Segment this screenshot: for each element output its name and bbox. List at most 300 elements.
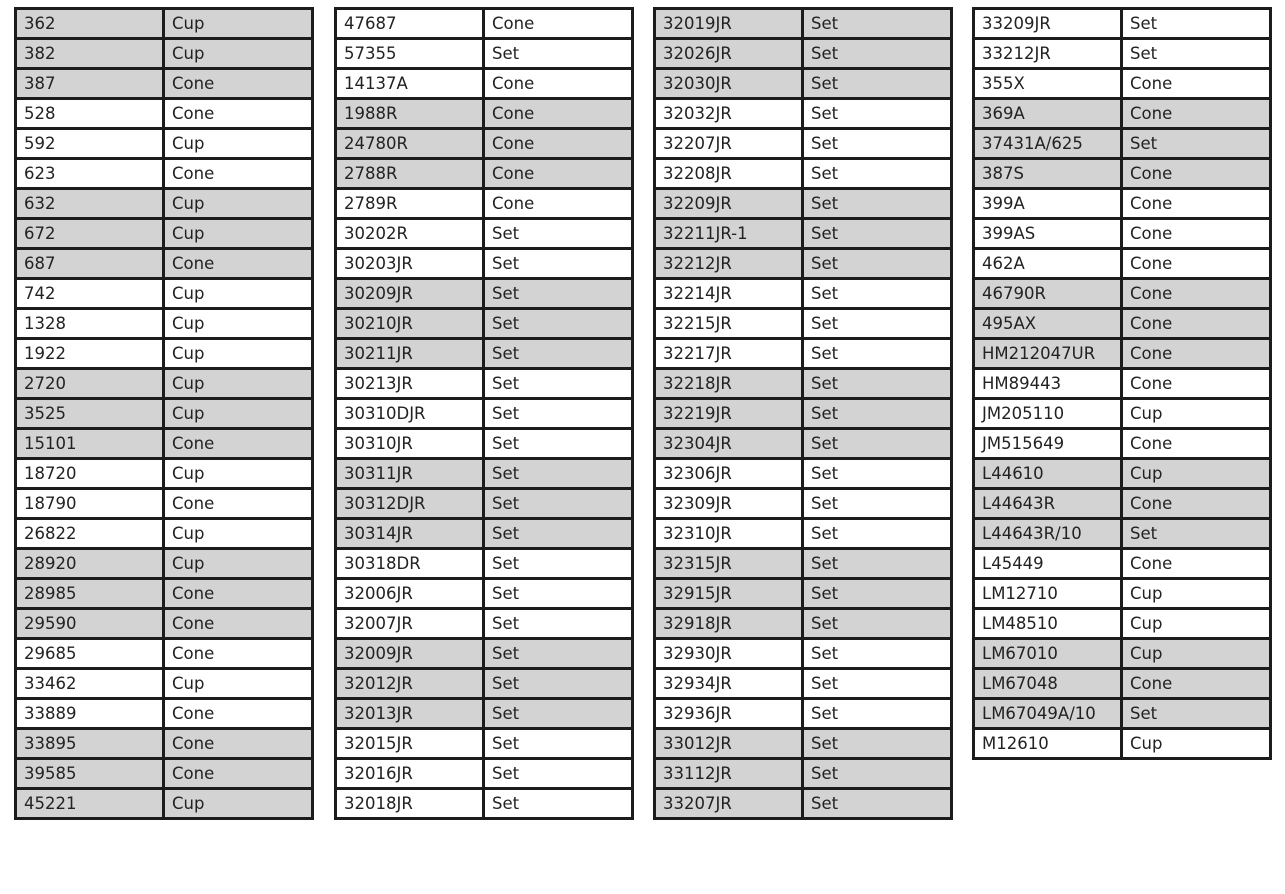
- part-type-cell: Set: [484, 429, 633, 459]
- part-type-cell: Set: [803, 129, 952, 159]
- table-row: [974, 309, 1271, 339]
- part-type-cell: Cone: [1122, 489, 1271, 519]
- table-row: [974, 549, 1271, 579]
- part-number-cell: 33209JR: [974, 9, 1122, 39]
- table-row: [974, 639, 1271, 669]
- table-row: [655, 369, 952, 399]
- part-type-cell: Cup: [164, 309, 313, 339]
- part-number-cell: 30209JR: [336, 279, 484, 309]
- part-number-cell: 528: [16, 99, 164, 129]
- table-row: [974, 489, 1271, 519]
- part-type-cell: Cup: [164, 39, 313, 69]
- part-number-cell: 592: [16, 129, 164, 159]
- part-type-cell: Cone: [164, 429, 313, 459]
- part-type-cell: Cone: [484, 99, 633, 129]
- part-type-cell: Cone: [484, 189, 633, 219]
- part-number-cell: 32918JR: [655, 609, 803, 639]
- part-number-cell: 32015JR: [336, 729, 484, 759]
- part-type-cell: Cone: [164, 609, 313, 639]
- table-row: [655, 279, 952, 309]
- part-number-cell: 32207JR: [655, 129, 803, 159]
- part-number-cell: 32309JR: [655, 489, 803, 519]
- table-row: [16, 609, 313, 639]
- part-type-cell: Cup: [164, 219, 313, 249]
- part-number-cell: 1328: [16, 309, 164, 339]
- part-number-cell: 33207JR: [655, 789, 803, 819]
- part-type-cell: Set: [1122, 39, 1271, 69]
- table-row: [336, 669, 633, 699]
- part-type-cell: Cone: [484, 9, 633, 39]
- part-type-cell: Set: [484, 279, 633, 309]
- table-row: [974, 69, 1271, 99]
- part-number-cell: 399AS: [974, 219, 1122, 249]
- table-row: [336, 579, 633, 609]
- part-number-cell: 2788R: [336, 159, 484, 189]
- part-type-cell: Set: [803, 759, 952, 789]
- part-number-cell: L44610: [974, 459, 1122, 489]
- table-row: [16, 669, 313, 699]
- part-type-cell: Cone: [164, 159, 313, 189]
- part-number-cell: 32915JR: [655, 579, 803, 609]
- part-number-cell: JM205110: [974, 399, 1122, 429]
- part-type-cell: Cup: [1122, 399, 1271, 429]
- table-row: [974, 9, 1271, 39]
- table-row: [336, 399, 633, 429]
- part-number-cell: 362: [16, 9, 164, 39]
- part-number-cell: 14137A: [336, 69, 484, 99]
- part-type-cell: Cup: [164, 669, 313, 699]
- table-row: [336, 729, 633, 759]
- part-type-cell: Set: [803, 519, 952, 549]
- part-type-cell: Cup: [164, 369, 313, 399]
- part-number-cell: 30314JR: [336, 519, 484, 549]
- table-row: [974, 369, 1271, 399]
- part-type-cell: Set: [484, 729, 633, 759]
- part-number-cell: 387S: [974, 159, 1122, 189]
- part-number-cell: 672: [16, 219, 164, 249]
- part-type-cell: Set: [1122, 129, 1271, 159]
- part-number-cell: 18790: [16, 489, 164, 519]
- part-type-cell: Set: [803, 669, 952, 699]
- table-row: [16, 219, 313, 249]
- table-row: [336, 699, 633, 729]
- part-number-cell: 30311JR: [336, 459, 484, 489]
- part-type-cell: Set: [803, 219, 952, 249]
- part-type-cell: Cone: [164, 69, 313, 99]
- table-row: [16, 129, 313, 159]
- part-number-cell: LM48510: [974, 609, 1122, 639]
- part-type-cell: Cup: [164, 129, 313, 159]
- part-number-cell: 26822: [16, 519, 164, 549]
- part-type-cell: Set: [803, 279, 952, 309]
- part-number-cell: 32218JR: [655, 369, 803, 399]
- part-number-cell: 33889: [16, 699, 164, 729]
- table-row: [16, 519, 313, 549]
- part-type-cell: Cone: [164, 579, 313, 609]
- part-type-cell: Cup: [164, 189, 313, 219]
- part-type-cell: Set: [484, 39, 633, 69]
- table-row: [16, 399, 313, 429]
- part-number-cell: 32930JR: [655, 639, 803, 669]
- table-row: [336, 99, 633, 129]
- part-number-cell: 28920: [16, 549, 164, 579]
- table-row: [655, 669, 952, 699]
- table-row: [16, 789, 313, 819]
- part-type-cell: Cup: [164, 459, 313, 489]
- table-row: [336, 759, 633, 789]
- table-row: [336, 609, 633, 639]
- part-type-cell: Cup: [164, 789, 313, 819]
- table-row: [974, 189, 1271, 219]
- part-number-cell: 29685: [16, 639, 164, 669]
- part-type-cell: Set: [484, 549, 633, 579]
- part-number-cell: 45221: [16, 789, 164, 819]
- table-row: [655, 549, 952, 579]
- part-number-cell: 2720: [16, 369, 164, 399]
- part-type-cell: Cup: [1122, 579, 1271, 609]
- part-type-cell: Set: [484, 609, 633, 639]
- part-type-cell: Cone: [484, 69, 633, 99]
- table-row: [974, 429, 1271, 459]
- part-number-cell: 30203JR: [336, 249, 484, 279]
- table-row: [336, 369, 633, 399]
- part-number-cell: M12610: [974, 729, 1122, 759]
- part-number-cell: 37431A/625: [974, 129, 1122, 159]
- part-type-cell: Cup: [164, 9, 313, 39]
- table-row: [336, 69, 633, 99]
- table-row: [655, 309, 952, 339]
- part-type-cell: Set: [1122, 9, 1271, 39]
- table-row: [655, 159, 952, 189]
- part-number-cell: 32032JR: [655, 99, 803, 129]
- part-type-cell: Set: [803, 729, 952, 759]
- table-row: [974, 159, 1271, 189]
- part-number-cell: 30210JR: [336, 309, 484, 339]
- table-row: [16, 459, 313, 489]
- part-type-cell: Set: [484, 219, 633, 249]
- part-type-cell: Set: [484, 249, 633, 279]
- table-row: [974, 609, 1271, 639]
- table-row: [16, 729, 313, 759]
- part-number-cell: HM89443: [974, 369, 1122, 399]
- part-type-cell: Cone: [164, 249, 313, 279]
- part-number-cell: 32315JR: [655, 549, 803, 579]
- table-row: [655, 459, 952, 489]
- part-type-cell: Cone: [1122, 309, 1271, 339]
- part-number-cell: 30310JR: [336, 429, 484, 459]
- part-type-cell: Cone: [1122, 339, 1271, 369]
- part-number-cell: 32310JR: [655, 519, 803, 549]
- table-row: [655, 699, 952, 729]
- parts-table-2: [334, 7, 634, 820]
- table-row: [336, 309, 633, 339]
- table-row: [974, 129, 1271, 159]
- table-row: [655, 729, 952, 759]
- part-type-cell: Set: [803, 189, 952, 219]
- part-number-cell: 462A: [974, 249, 1122, 279]
- table-row: [655, 189, 952, 219]
- part-type-cell: Set: [484, 339, 633, 369]
- part-number-cell: 30213JR: [336, 369, 484, 399]
- part-number-cell: 47687: [336, 9, 484, 39]
- part-number-cell: 1988R: [336, 99, 484, 129]
- table-row: [974, 279, 1271, 309]
- part-type-cell: Set: [803, 459, 952, 489]
- part-number-cell: 495AX: [974, 309, 1122, 339]
- part-type-cell: Cone: [1122, 369, 1271, 399]
- part-type-cell: Set: [803, 9, 952, 39]
- table-row: [974, 99, 1271, 129]
- part-number-cell: 32016JR: [336, 759, 484, 789]
- part-number-cell: 32304JR: [655, 429, 803, 459]
- part-type-cell: Set: [484, 759, 633, 789]
- part-number-cell: 3525: [16, 399, 164, 429]
- part-number-cell: 32211JR-1: [655, 219, 803, 249]
- part-number-cell: LM12710: [974, 579, 1122, 609]
- part-number-cell: 29590: [16, 609, 164, 639]
- part-number-cell: 32208JR: [655, 159, 803, 189]
- table-row: [655, 759, 952, 789]
- part-number-cell: 46790R: [974, 279, 1122, 309]
- part-type-cell: Cone: [164, 729, 313, 759]
- table-row: [655, 129, 952, 159]
- part-number-cell: LM67049A/10: [974, 699, 1122, 729]
- table-row: [655, 69, 952, 99]
- table-row: [974, 39, 1271, 69]
- part-type-cell: Set: [803, 159, 952, 189]
- part-type-cell: Cup: [1122, 639, 1271, 669]
- part-type-cell: Set: [484, 399, 633, 429]
- part-type-cell: Cone: [1122, 249, 1271, 279]
- part-number-cell: 33112JR: [655, 759, 803, 789]
- table-row: [336, 459, 633, 489]
- table-row: [16, 249, 313, 279]
- part-number-cell: 30312DJR: [336, 489, 484, 519]
- part-type-cell: Set: [803, 789, 952, 819]
- table-row: [16, 189, 313, 219]
- part-type-cell: Set: [484, 459, 633, 489]
- part-type-cell: Cup: [164, 549, 313, 579]
- part-type-cell: Set: [803, 699, 952, 729]
- part-type-cell: Cone: [484, 159, 633, 189]
- part-type-cell: Set: [803, 489, 952, 519]
- table-row: [655, 429, 952, 459]
- part-type-cell: Set: [803, 369, 952, 399]
- part-number-cell: 24780R: [336, 129, 484, 159]
- part-number-cell: 355X: [974, 69, 1122, 99]
- part-number-cell: 32934JR: [655, 669, 803, 699]
- part-number-cell: 32007JR: [336, 609, 484, 639]
- part-number-cell: JM515649: [974, 429, 1122, 459]
- part-type-cell: Cup: [164, 279, 313, 309]
- part-type-cell: Set: [803, 549, 952, 579]
- part-number-cell: 33012JR: [655, 729, 803, 759]
- table-row: [16, 429, 313, 459]
- part-number-cell: L45449: [974, 549, 1122, 579]
- table-row: [655, 519, 952, 549]
- table-row: [16, 369, 313, 399]
- part-type-cell: Cone: [164, 699, 313, 729]
- part-type-cell: Set: [484, 309, 633, 339]
- part-type-cell: Cone: [164, 489, 313, 519]
- part-number-cell: 28985: [16, 579, 164, 609]
- part-number-cell: 30310DJR: [336, 399, 484, 429]
- part-number-cell: 399A: [974, 189, 1122, 219]
- part-type-cell: Set: [803, 609, 952, 639]
- part-number-cell: LM67010: [974, 639, 1122, 669]
- part-type-cell: Cone: [1122, 219, 1271, 249]
- parts-table-3: [653, 7, 953, 820]
- table-row: [974, 219, 1271, 249]
- table-row: [16, 699, 313, 729]
- table-row: [336, 129, 633, 159]
- part-number-cell: 30202R: [336, 219, 484, 249]
- part-type-cell: Set: [803, 99, 952, 129]
- part-number-cell: 32212JR: [655, 249, 803, 279]
- part-number-cell: 32009JR: [336, 639, 484, 669]
- part-type-cell: Cone: [164, 639, 313, 669]
- table-row: [655, 249, 952, 279]
- part-type-cell: Cone: [484, 129, 633, 159]
- table-row: [16, 39, 313, 69]
- parts-table-4: [972, 7, 1272, 760]
- part-number-cell: 623: [16, 159, 164, 189]
- part-type-cell: Cone: [164, 759, 313, 789]
- table-row: [655, 789, 952, 819]
- part-number-cell: 687: [16, 249, 164, 279]
- part-number-cell: 33462: [16, 669, 164, 699]
- part-number-cell: 632: [16, 189, 164, 219]
- part-type-cell: Cup: [164, 339, 313, 369]
- part-number-cell: 32026JR: [655, 39, 803, 69]
- table-row: [336, 9, 633, 39]
- table-row: [16, 309, 313, 339]
- table-row: [655, 609, 952, 639]
- part-type-cell: Cone: [1122, 549, 1271, 579]
- table-row: [655, 399, 952, 429]
- part-number-cell: HM212047UR: [974, 339, 1122, 369]
- table-row: [974, 669, 1271, 699]
- table-row: [16, 99, 313, 129]
- part-number-cell: 57355: [336, 39, 484, 69]
- table-row: [655, 99, 952, 129]
- part-number-cell: 33895: [16, 729, 164, 759]
- part-type-cell: Set: [803, 639, 952, 669]
- table-row: [16, 69, 313, 99]
- table-row: [16, 579, 313, 609]
- table-row: [336, 219, 633, 249]
- part-type-cell: Cup: [1122, 459, 1271, 489]
- table-row: [336, 789, 633, 819]
- part-type-cell: Cone: [1122, 69, 1271, 99]
- part-type-cell: Set: [803, 69, 952, 99]
- part-type-cell: Set: [484, 369, 633, 399]
- table-row: [655, 339, 952, 369]
- part-type-cell: Set: [484, 699, 633, 729]
- table-row: [336, 189, 633, 219]
- table-row: [336, 489, 633, 519]
- table-row: [655, 9, 952, 39]
- part-number-cell: 32217JR: [655, 339, 803, 369]
- table-row: [16, 489, 313, 519]
- part-number-cell: 32006JR: [336, 579, 484, 609]
- part-number-cell: 2789R: [336, 189, 484, 219]
- table-row: [974, 519, 1271, 549]
- table-row: [336, 519, 633, 549]
- part-number-cell: 387: [16, 69, 164, 99]
- part-type-cell: Cup: [1122, 729, 1271, 759]
- part-number-cell: 39585: [16, 759, 164, 789]
- part-type-cell: Cone: [1122, 429, 1271, 459]
- table-row: [974, 699, 1271, 729]
- part-type-cell: Cone: [1122, 669, 1271, 699]
- part-number-cell: 32214JR: [655, 279, 803, 309]
- part-type-cell: Set: [484, 669, 633, 699]
- table-row: [336, 429, 633, 459]
- part-number-cell: 382: [16, 39, 164, 69]
- part-number-cell: 32030JR: [655, 69, 803, 99]
- part-type-cell: Cone: [164, 99, 313, 129]
- part-type-cell: Set: [803, 579, 952, 609]
- part-type-cell: Set: [803, 429, 952, 459]
- part-type-cell: Cone: [1122, 279, 1271, 309]
- table-row: [16, 339, 313, 369]
- part-type-cell: Set: [803, 399, 952, 429]
- part-type-cell: Cup: [164, 519, 313, 549]
- part-number-cell: 15101: [16, 429, 164, 459]
- table-row: [16, 9, 313, 39]
- part-number-cell: 30318DR: [336, 549, 484, 579]
- part-number-cell: 32219JR: [655, 399, 803, 429]
- table-row: [336, 39, 633, 69]
- part-type-cell: Set: [803, 249, 952, 279]
- table-row: [336, 249, 633, 279]
- part-number-cell: L44643R: [974, 489, 1122, 519]
- part-type-cell: Cup: [1122, 609, 1271, 639]
- table-row: [974, 339, 1271, 369]
- table-row: [336, 279, 633, 309]
- table-row: [16, 759, 313, 789]
- part-type-cell: Cup: [164, 399, 313, 429]
- table-row: [655, 219, 952, 249]
- parts-table-1: [14, 7, 314, 820]
- table-row: [16, 159, 313, 189]
- table-row: [16, 639, 313, 669]
- table-row: [655, 489, 952, 519]
- part-number-cell: L44643R/10: [974, 519, 1122, 549]
- part-type-cell: Set: [484, 789, 633, 819]
- part-type-cell: Set: [1122, 519, 1271, 549]
- table-row: [974, 399, 1271, 429]
- table-row: [336, 339, 633, 369]
- part-number-cell: 32936JR: [655, 699, 803, 729]
- part-type-cell: Cone: [1122, 99, 1271, 129]
- part-number-cell: 1922: [16, 339, 164, 369]
- part-type-cell: Set: [803, 309, 952, 339]
- table-row: [336, 159, 633, 189]
- part-number-cell: 32018JR: [336, 789, 484, 819]
- table-row: [974, 459, 1271, 489]
- table-row: [974, 579, 1271, 609]
- part-number-cell: 742: [16, 279, 164, 309]
- table-row: [336, 639, 633, 669]
- table-row: [16, 549, 313, 579]
- part-number-cell: 30211JR: [336, 339, 484, 369]
- part-number-cell: LM67048: [974, 669, 1122, 699]
- part-number-cell: 18720: [16, 459, 164, 489]
- part-type-cell: Set: [484, 639, 633, 669]
- part-type-cell: Set: [803, 339, 952, 369]
